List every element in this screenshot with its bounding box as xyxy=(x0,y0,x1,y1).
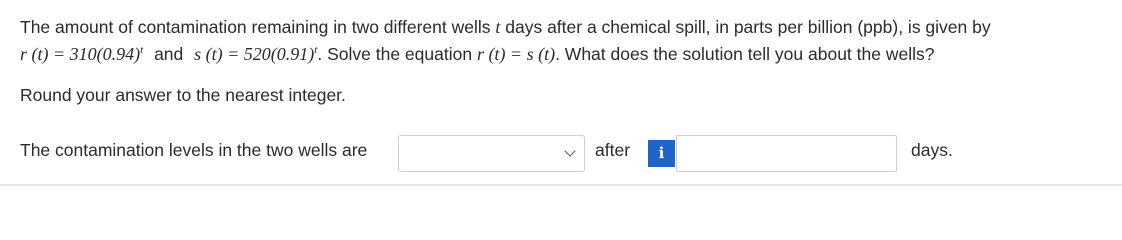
s-function: s $(t) = 520(0.91)^t$ xyxy=(194,44,318,64)
divider xyxy=(0,184,1122,186)
question-tail: . What does the solution tell you about the wells? xyxy=(555,44,935,64)
and-text: and xyxy=(154,44,184,64)
answer-middle: after xyxy=(595,140,631,160)
question-text xyxy=(20,14,1110,68)
question-line1-end: days after a chemical spill, in parts per billion (ppb), is given by xyxy=(505,17,991,37)
info-icon[interactable]: i xyxy=(648,140,675,167)
days-input[interactable] xyxy=(676,135,897,172)
rounding-instruction: Round your answer to the nearest integer. xyxy=(20,85,346,105)
equation: r (t) = s (t) xyxy=(476,44,556,64)
chevron-down-icon xyxy=(564,145,575,156)
comparison-select[interactable] xyxy=(398,135,585,172)
solve-text: . Solve the equation xyxy=(317,44,473,64)
variable-t: t xyxy=(495,17,501,37)
r-function: r $(t) = 310(0.94)^t$ xyxy=(20,44,144,64)
answer-suffix: days. xyxy=(911,140,953,160)
question-line1-start: The amount of contamination remaining in two different wells xyxy=(20,17,491,37)
answer-prefix: The contamination levels in the two wells are xyxy=(20,140,368,160)
